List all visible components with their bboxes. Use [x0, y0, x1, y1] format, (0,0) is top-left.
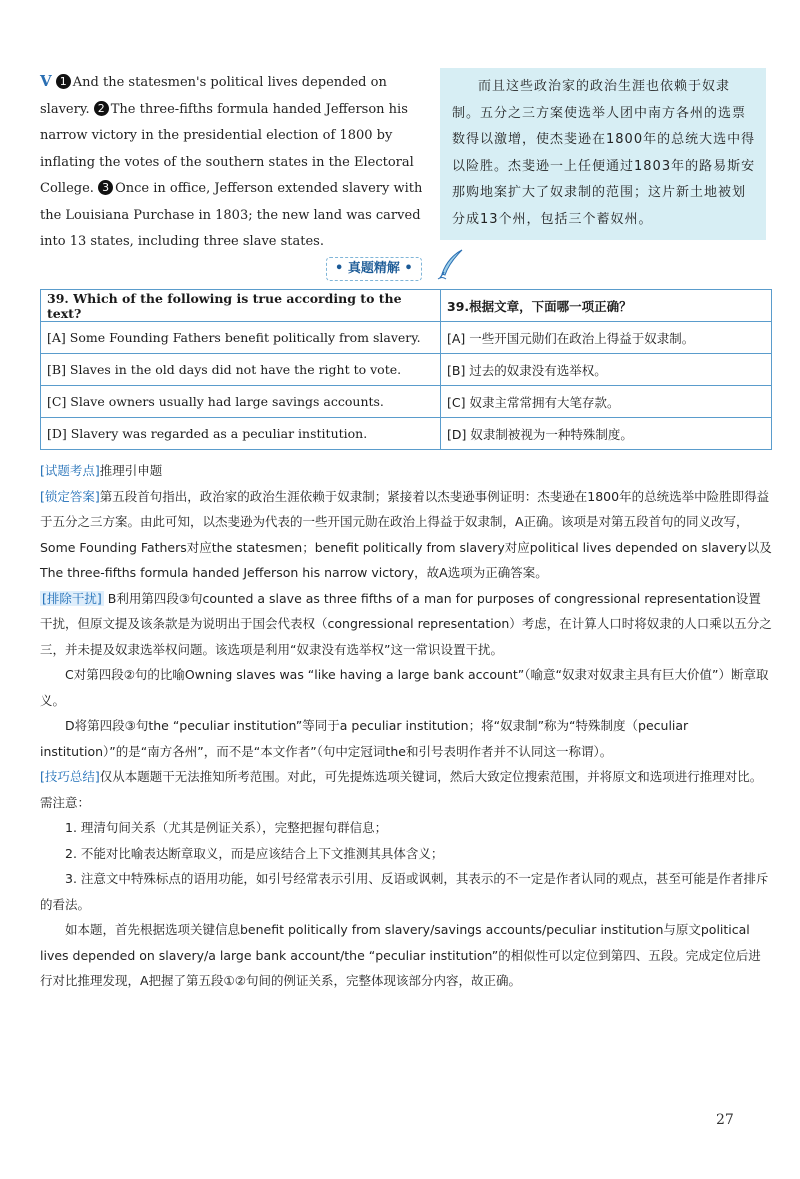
kaodian-paragraph [40, 458, 772, 484]
tip-item-3: 3. 注意文中特殊标点的语用功能，如引号经常表示引用、反语或讽刺，其表示的不一定是作者认同的观点，甚至可能是作者排斥的看法。 [40, 871, 769, 912]
translation-box [440, 68, 766, 240]
question-stem-zh: 39.根据文章，下面哪一项正确？ [441, 290, 772, 322]
passage-paragraph [40, 68, 430, 256]
passage-sentence-1: And the statesmen's political lives depended on slavery. [40, 75, 387, 117]
answer-tag: [锁定答案] [40, 488, 100, 504]
passage-sentence-3: Once in office, Jefferson extended slavery with the Louisiana Purchase in 1803; the new land was carved into 13 states, including three slave states. [40, 181, 423, 249]
technique-text: 仅从本题题干无法推知所考范围。对此，可先提炼选项关键词，然后大致定位搜索范围，并将原文和选项进行推理对比。需注意： [40, 769, 763, 810]
question-stem-en: 39. Which of the following is true according to the text? [41, 290, 441, 322]
sentence-number-3: 3 [98, 180, 113, 195]
option-row [41, 418, 772, 450]
option-c-note: C对第四段②句的比喻Owning slaves was “like having a large bank account”（喻意“奴隶对奴隶主具有巨大价值”）断章取义。 [40, 667, 769, 708]
passage-sentence-2: The three-fifths formula handed Jefferson his narrow victory in the presidential election of 1800 by inflating the votes of the southern states in the Electoral College. [40, 101, 414, 196]
option-row [41, 322, 772, 354]
option-d-en: [D] Slavery was regarded as a peculiar institution. [41, 418, 441, 450]
answer-text: 第五段首句指出，政治家的政治生涯依赖于奴隶制；紧接着以杰斐逊事例证明：杰斐逊在1800年的总统选举中险胜即得益于五分之三方案。由此可知，以杰斐逊为代表的一些开国元勋在政治上得益于奴隶制，A正确。该项是对第五段首句的同义改写，Some Founding Fathers对应the statesmen；benefit politically from slavery对应political lives depended on slavery以及The three-fifths formula handed Jefferson his narrow victory，故A选项为正确答案。 [40, 488, 772, 580]
sentence-number-2: 2 [94, 101, 109, 116]
kaodian-text: 推理引申题 [99, 463, 163, 478]
option-b-en: [B] Slaves in the old days did not have the right to vote. [41, 354, 441, 386]
technique-tag: [技巧总结] [40, 769, 100, 784]
quill-icon [436, 248, 466, 280]
sentence-number-1: 1 [56, 74, 71, 89]
option-d-zh: [D] 奴隶制被视为一种特殊制度。 [441, 418, 772, 450]
option-c-zh: [C] 奴隶主常常拥有大笔存款。 [441, 386, 772, 418]
tip-item-1: 1. 理清句间关系（尤其是例证关系），完整把握句群信息； [65, 820, 388, 835]
paragraph-marker: V [40, 72, 52, 90]
technique-paragraph [40, 764, 772, 815]
option-row [41, 386, 772, 418]
option-c-en: [C] Slave owners usually had large savings accounts. [41, 386, 441, 418]
answer-paragraph [40, 484, 772, 586]
option-a-zh: [A] 一些开国元勋们在政治上得益于奴隶制。 [441, 322, 772, 354]
option-a-en: [A] Some Founding Fathers benefit politically from slavery. [41, 322, 441, 354]
page-number: 27 [716, 1112, 734, 1128]
option-b-zh: [B] 过去的奴隶没有选举权。 [441, 354, 772, 386]
translation-text: 而且这些政治家的政治生涯也依赖于奴隶制。五分之三方案使选举人团中南方各州的选票数得以激增，使杰斐逊在1800年的总统大选中得以险胜。杰斐逊一上任便通过1803年的路易斯安那购地案扩大了奴隶制的范围；这片新土地被划分成13个州，包括三个蓄奴州。 [452, 79, 756, 227]
kaodian-tag: [试题考点] [40, 463, 100, 478]
distractor-tag: [排除干扰] [42, 590, 102, 606]
option-row [41, 354, 772, 386]
explanation-section [40, 458, 772, 994]
distractor-text: B利用第四段③句counted a slave as three fifths of a man for purposes of congressional representation设置干扰，但原文提及该条款是为说明出于国会代表权（congressional representation）考虑，在计算人口时将奴隶的人口乘以五分之三，并未提及奴隶选举权问题。该选项是利用“奴隶没有选举权”这一常识设置干扰。 [40, 590, 772, 657]
section-title: • 真题精解 • [326, 257, 422, 281]
option-d-note: D将第四段③句the “peculiar institution”等同于a peculiar institution；将“奴隶制”称为“特殊制度（peculiar institution）”的是“南方各州”，而不是“本文作者”（句中定冠词the和引号表明作者并不认同这一称谓）。 [40, 718, 689, 759]
question-stem-row [41, 290, 772, 322]
conclusion-paragraph: 如本题，首先根据选项关键信息benefit politically from slavery/savings accounts/peculiar institution与原文political lives depended on slavery/a large bank account/the “peculiar institution”的相似性可以定位到第四、五段。完成定位后进行对比推理发现，A把握了第五段①②句间的例证关系，完整体现该部分内容，故正确。 [40, 922, 761, 988]
distractor-paragraph [40, 586, 772, 663]
question-table [40, 289, 772, 450]
tip-item-2: 2. 不能对比喻表达断章取义，而是应该结合上下文推测其具体含义； [65, 845, 444, 861]
